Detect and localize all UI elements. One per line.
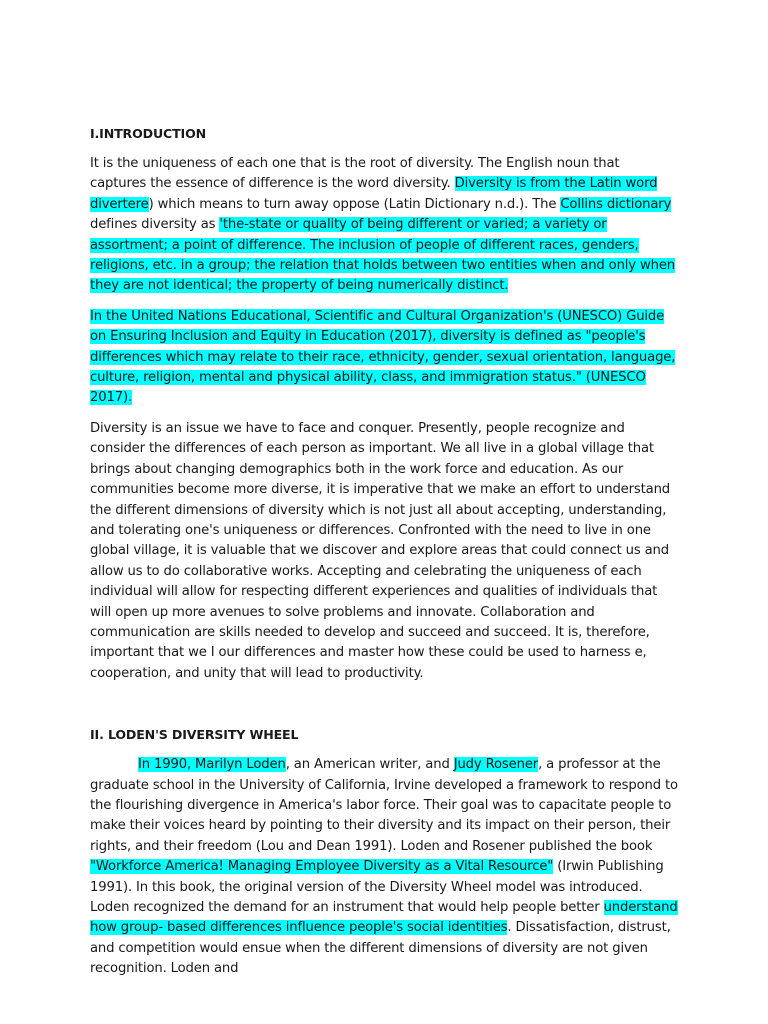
text-run: defines diversity as bbox=[90, 217, 220, 233]
highlighted-text: Diversity is from the Latin word divertere bbox=[90, 176, 658, 212]
text-run: , a professor at the graduate school in the University of California, Irvine developed a framework to respond to the flourishing divergence in America's labor force. Their goal was to capacitate people to make their voices heard by pointing to their diversity and its impact on their person, their rights, and their freedom (Lou and Dean 1991). Loden and Rosener published the book bbox=[90, 757, 678, 854]
text-run: (Irwin Publishing 1991). In this book, the original version of the Diversity Wheel model was introduced. Loden recognized the demand for an instrument that would help people better bbox=[90, 859, 664, 915]
loden-paragraph-1 bbox=[90, 755, 678, 979]
highlighted-text: In 1990, Marilyn Loden bbox=[138, 757, 286, 773]
text-run: It is the uniqueness of each one that is the root of diversity. The English noun that captures the essence of difference is the word diversity. bbox=[90, 156, 620, 192]
highlighted-text: 'the-state or quality of being different or varied; a variety or assortment; a point of difference. The inclusion of people of different races, genders, religions, etc. in a group; the relation that holds between two entities when and only when they are not identical; the property of being numerically distinct. bbox=[90, 217, 676, 294]
section-heading-lodens-diversity-wheel: II. LODEN'S DIVERSITY WHEEL bbox=[90, 727, 299, 743]
highlighted-text: Judy Rosener bbox=[453, 757, 539, 773]
text-run: ) which means to turn away oppose (Latin Dictionary n.d.). The bbox=[148, 196, 561, 212]
section-heading-introduction: I.INTRODUCTION bbox=[90, 126, 207, 141]
text-run: Diversity is an issue we have to face and conquer. Presently, people recognize and consider the differences of each person as important. We all live in a global village that brings about changing demographics both in the work force and education. As our communities become more diverse, it is imperative that we make an effort to understand the different dimensions of diversity which is not just all about accepting, understanding, and tolerating one's uniqueness or differences. Confronted with the need to live in one global village, it is valuable that we discover and explore areas that could connect us and allow us to do collaborative works. Accepting and celebrating the uniqueness of each individual will allow for respecting different experiences and qualities of individuals that will open up more avenues to solve problems and innovate. Collaboration and communication are skills needed to develop and succeed and succeed. It is, therefore, important that we I our differences and master how these could be used to harness e, cooperation, and unity that will lead to productivity. bbox=[90, 420, 670, 681]
text-run: , an American writer, and bbox=[285, 757, 454, 773]
intro-paragraph-3 bbox=[90, 419, 678, 684]
document-page bbox=[90, 124, 678, 980]
text-run: . Dissatisfaction, distrust, and competition would ensue when the different dimensions of diversity are not given recognition. Loden and bbox=[90, 920, 671, 977]
intro-paragraph-2 bbox=[90, 307, 678, 409]
highlighted-text: "Workforce America! Managing Employee Diversity as a Vital Resource" bbox=[90, 859, 554, 875]
intro-paragraph-1 bbox=[90, 154, 678, 297]
highlighted-text: In the United Nations Educational, Scientific and Cultural Organization's (UNESCO) Guide on Ensuring Inclusion and Equity in Education (2017), diversity is defined as "people's differences which may relate to their race, ethnicity, gender, sexual orientation, language, culture, religion, mental and physical ability, class, and immigration status." (UNESCO 2017). bbox=[90, 308, 676, 406]
highlighted-text: Collins dictionary bbox=[560, 196, 672, 212]
highlighted-text: understand how group- based differences influence people's social identities bbox=[90, 900, 678, 936]
